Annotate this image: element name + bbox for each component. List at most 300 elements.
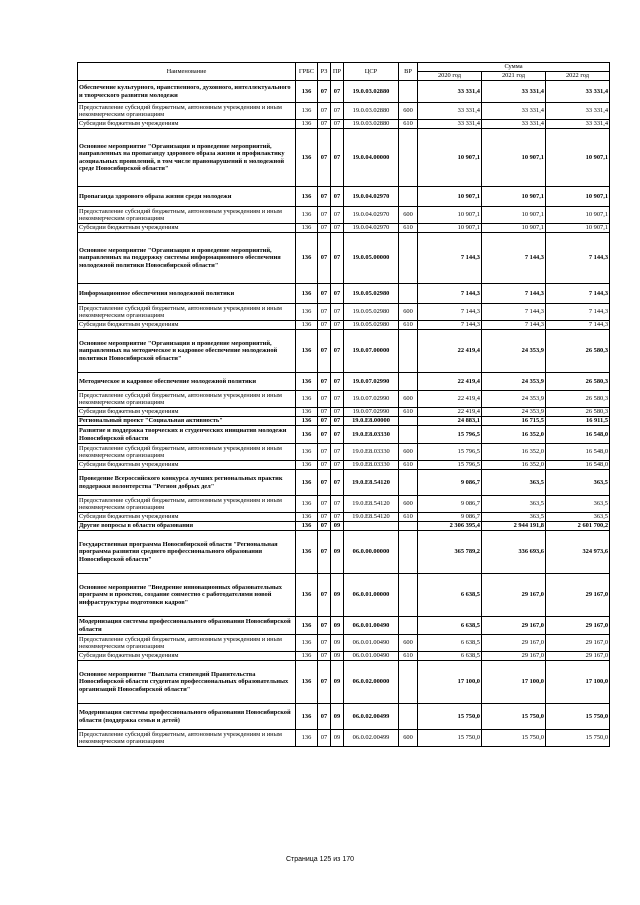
cell-pr: 07	[331, 207, 344, 224]
cell-pr: 07	[331, 224, 344, 233]
header-pr: ПР	[331, 63, 344, 81]
cell-name: Предоставление субсидий бюджетным, автономным учреждениям и иным некоммерческим организациям	[78, 635, 296, 652]
cell-rz: 07	[318, 470, 331, 496]
cell-grbs: 136	[296, 461, 318, 470]
cell-2022: 7 144,3	[546, 233, 610, 284]
cell-2021: 16 352,0	[482, 461, 546, 470]
cell-vr	[399, 426, 418, 444]
cell-vr: 610	[399, 321, 418, 330]
cell-2021: 336 693,6	[482, 531, 546, 574]
cell-grbs: 136	[296, 513, 318, 522]
cell-2021: 363,5	[482, 496, 546, 513]
cell-grbs: 136	[296, 617, 318, 635]
cell-2022: 16 548,0	[546, 426, 610, 444]
cell-rz: 07	[318, 617, 331, 635]
cell-vr	[399, 373, 418, 391]
cell-csr: 06.0.02.00499	[344, 730, 399, 747]
cell-rz: 07	[318, 304, 331, 321]
table-row	[78, 444, 610, 461]
cell-csr: 19.0.07.02990	[344, 373, 399, 391]
cell-rz: 07	[318, 635, 331, 652]
table-row	[78, 635, 610, 652]
cell-grbs: 136	[296, 224, 318, 233]
cell-pr: 09	[331, 574, 344, 617]
cell-rz: 07	[318, 408, 331, 417]
cell-vr	[399, 531, 418, 574]
cell-2020: 7 144,3	[418, 321, 482, 330]
header-name: Наименование	[78, 63, 296, 81]
cell-2021: 15 750,0	[482, 730, 546, 747]
cell-grbs: 136	[296, 704, 318, 730]
table-row	[78, 207, 610, 224]
cell-csr: 19.0.E8.03330	[344, 461, 399, 470]
cell-name: Субсидии бюджетным учреждениям	[78, 408, 296, 417]
cell-rz: 07	[318, 224, 331, 233]
table-row	[78, 330, 610, 373]
cell-2022: 15 750,0	[546, 730, 610, 747]
cell-2021: 15 750,0	[482, 704, 546, 730]
cell-2021: 33 331,4	[482, 103, 546, 120]
cell-2021: 24 353,9	[482, 330, 546, 373]
cell-rz: 07	[318, 531, 331, 574]
cell-pr: 07	[331, 103, 344, 120]
cell-2021: 29 167,0	[482, 635, 546, 652]
cell-name: Основное мероприятие "Внедрение инновационных образовательных программ и проектов, создание совместно с работодателями новой инфраструктуры подготовки кадров"	[78, 574, 296, 617]
table-row	[78, 408, 610, 417]
cell-grbs: 136	[296, 129, 318, 187]
cell-2020: 6 638,5	[418, 574, 482, 617]
cell-name: Предоставление субсидий бюджетным, автономным учреждениям и иным некоммерческим организациям	[78, 103, 296, 120]
cell-csr: 19.0.E8.03330	[344, 426, 399, 444]
cell-rz: 07	[318, 120, 331, 129]
cell-2021: 17 100,0	[482, 661, 546, 704]
cell-name: Другие вопросы в области образования	[78, 522, 296, 531]
cell-rz: 07	[318, 513, 331, 522]
cell-rz: 07	[318, 321, 331, 330]
cell-2022: 363,5	[546, 513, 610, 522]
cell-rz: 07	[318, 444, 331, 461]
cell-grbs: 136	[296, 426, 318, 444]
cell-grbs: 136	[296, 321, 318, 330]
cell-grbs: 136	[296, 574, 318, 617]
cell-vr: 600	[399, 304, 418, 321]
cell-2021: 33 331,4	[482, 120, 546, 129]
cell-2021: 7 144,3	[482, 304, 546, 321]
cell-vr	[399, 284, 418, 304]
cell-rz: 07	[318, 461, 331, 470]
table-row	[78, 81, 610, 103]
cell-2022: 10 907,1	[546, 129, 610, 187]
cell-2020: 33 331,4	[418, 103, 482, 120]
cell-2022: 363,5	[546, 470, 610, 496]
cell-2022: 26 580,3	[546, 373, 610, 391]
cell-2021: 10 907,1	[482, 129, 546, 187]
cell-vr: 610	[399, 224, 418, 233]
header-grbs: ГРБС	[296, 63, 318, 81]
cell-vr: 600	[399, 730, 418, 747]
cell-2021: 7 144,3	[482, 284, 546, 304]
cell-name: Модернизация системы профессионального образования Новосибирской области	[78, 617, 296, 635]
cell-2020: 15 750,0	[418, 704, 482, 730]
header-2022: 2022 год	[546, 72, 610, 81]
cell-grbs: 136	[296, 531, 318, 574]
cell-pr: 07	[331, 496, 344, 513]
cell-2022: 33 331,4	[546, 81, 610, 103]
cell-vr: 610	[399, 461, 418, 470]
cell-rz: 07	[318, 426, 331, 444]
cell-grbs: 136	[296, 391, 318, 408]
cell-csr: 19.0.E8.03330	[344, 444, 399, 461]
cell-name: Предоставление субсидий бюджетным, автономным учреждениям и иным некоммерческим организациям	[78, 496, 296, 513]
cell-vr	[399, 574, 418, 617]
cell-csr: 19.0.04.02970	[344, 187, 399, 207]
cell-csr: 06.0.02.00000	[344, 661, 399, 704]
table-row	[78, 391, 610, 408]
cell-name: Региональный проект "Социальная активность"	[78, 417, 296, 426]
table-row	[78, 426, 610, 444]
cell-2020: 6 638,5	[418, 652, 482, 661]
cell-rz: 07	[318, 574, 331, 617]
cell-2020: 33 331,4	[418, 120, 482, 129]
cell-grbs: 136	[296, 120, 318, 129]
cell-2020: 2 306 395,4	[418, 522, 482, 531]
page-footer: Страница 125 из 170	[285, 856, 355, 863]
cell-name: Предоставление субсидий бюджетным, автономным учреждениям и иным некоммерческим организациям	[78, 304, 296, 321]
cell-rz: 07	[318, 417, 331, 426]
cell-csr: 19.0.03.02880	[344, 103, 399, 120]
table-row	[78, 120, 610, 129]
cell-2021: 363,5	[482, 470, 546, 496]
cell-2020: 9 086,7	[418, 470, 482, 496]
cell-vr: 600	[399, 103, 418, 120]
cell-vr	[399, 330, 418, 373]
cell-vr	[399, 233, 418, 284]
cell-2020: 17 100,0	[418, 661, 482, 704]
cell-pr: 09	[331, 661, 344, 704]
cell-2022: 33 331,4	[546, 120, 610, 129]
cell-vr	[399, 129, 418, 187]
cell-2020: 10 907,1	[418, 187, 482, 207]
cell-2022: 16 548,0	[546, 461, 610, 470]
cell-2021: 29 167,0	[482, 617, 546, 635]
header-vr: ВР	[399, 63, 418, 81]
cell-grbs: 136	[296, 187, 318, 207]
cell-2022: 7 144,3	[546, 321, 610, 330]
cell-rz: 07	[318, 81, 331, 103]
cell-pr: 09	[331, 531, 344, 574]
cell-2020: 33 331,4	[418, 81, 482, 103]
cell-2020: 22 419,4	[418, 373, 482, 391]
cell-pr: 07	[331, 187, 344, 207]
cell-csr: 19.0.E8.54120	[344, 470, 399, 496]
table-row	[78, 233, 610, 284]
cell-csr	[344, 522, 399, 531]
cell-vr	[399, 81, 418, 103]
cell-2021: 29 167,0	[482, 574, 546, 617]
cell-vr	[399, 187, 418, 207]
cell-2022: 2 601 700,2	[546, 522, 610, 531]
cell-name: Предоставление субсидий бюджетным, автономным учреждениям и иным некоммерческим организациям	[78, 391, 296, 408]
table-row	[78, 304, 610, 321]
cell-csr: 19.0.07.00000	[344, 330, 399, 373]
cell-csr: 19.0.04.00000	[344, 129, 399, 187]
cell-csr: 06.0.01.00490	[344, 635, 399, 652]
cell-csr: 19.0.03.02880	[344, 81, 399, 103]
cell-pr: 09	[331, 617, 344, 635]
cell-csr: 06.0.01.00490	[344, 652, 399, 661]
cell-grbs: 136	[296, 652, 318, 661]
cell-grbs: 136	[296, 496, 318, 513]
cell-pr: 07	[331, 391, 344, 408]
cell-name: Предоставление субсидий бюджетным, автономным учреждениям и иным некоммерческим организациям	[78, 207, 296, 224]
cell-2020: 10 907,1	[418, 129, 482, 187]
cell-name: Субсидии бюджетным учреждениям	[78, 224, 296, 233]
cell-pr: 07	[331, 120, 344, 129]
cell-name: Субсидии бюджетным учреждениям	[78, 461, 296, 470]
table-row	[78, 730, 610, 747]
table-row	[78, 373, 610, 391]
cell-pr: 07	[331, 426, 344, 444]
cell-name: Предоставление субсидий бюджетным, автономным учреждениям и иным некоммерческим организациям	[78, 444, 296, 461]
cell-2020: 15 796,5	[418, 461, 482, 470]
cell-2022: 26 580,3	[546, 391, 610, 408]
cell-2022: 16 548,0	[546, 444, 610, 461]
cell-pr: 09	[331, 704, 344, 730]
cell-2020: 22 419,4	[418, 330, 482, 373]
cell-grbs: 136	[296, 207, 318, 224]
cell-2020: 365 789,2	[418, 531, 482, 574]
cell-2022: 33 331,4	[546, 103, 610, 120]
table-row	[78, 187, 610, 207]
table-row	[78, 224, 610, 233]
cell-name: Государственная программа Новосибирской области "Региональная программа развития среднего профессионального образования Новосибирской области"	[78, 531, 296, 574]
cell-rz: 07	[318, 187, 331, 207]
cell-vr	[399, 617, 418, 635]
cell-rz: 07	[318, 730, 331, 747]
table-row	[78, 470, 610, 496]
cell-2022: 26 580,3	[546, 408, 610, 417]
table-row	[78, 461, 610, 470]
cell-csr: 19.0.07.02990	[344, 391, 399, 408]
cell-2021: 363,5	[482, 513, 546, 522]
cell-name: Развитие и поддержка творческих и студенческих инициатив молодежи Новосибирской области	[78, 426, 296, 444]
cell-vr: 610	[399, 408, 418, 417]
cell-csr: 19.0.05.02980	[344, 304, 399, 321]
cell-2022: 29 167,0	[546, 652, 610, 661]
cell-name: Предоставление субсидий бюджетным, автономным учреждениям и иным некоммерческим организациям	[78, 730, 296, 747]
table-row	[78, 617, 610, 635]
budget-table	[77, 62, 610, 747]
cell-grbs: 136	[296, 470, 318, 496]
cell-name: Модернизация системы профессионального образования Новосибирской области (поддержка семьи и детей)	[78, 704, 296, 730]
cell-pr: 07	[331, 330, 344, 373]
header-csr: ЦСР	[344, 63, 399, 81]
cell-name: Информационное обеспечения молодежной политики	[78, 284, 296, 304]
cell-2020: 6 638,5	[418, 635, 482, 652]
cell-2020: 7 144,3	[418, 284, 482, 304]
cell-grbs: 136	[296, 522, 318, 531]
table-row	[78, 321, 610, 330]
table-row	[78, 522, 610, 531]
cell-2020: 22 419,4	[418, 408, 482, 417]
cell-pr: 07	[331, 321, 344, 330]
cell-2022: 29 167,0	[546, 574, 610, 617]
cell-pr: 07	[331, 81, 344, 103]
cell-grbs: 136	[296, 444, 318, 461]
cell-2020: 7 144,3	[418, 304, 482, 321]
cell-csr: 06.0.00.00000	[344, 531, 399, 574]
cell-grbs: 136	[296, 373, 318, 391]
cell-pr: 07	[331, 373, 344, 391]
cell-2021: 10 907,1	[482, 187, 546, 207]
cell-vr	[399, 470, 418, 496]
cell-2022: 16 911,5	[546, 417, 610, 426]
cell-grbs: 136	[296, 730, 318, 747]
cell-name: Методическое и кадровое обеспечение молодежной политики	[78, 373, 296, 391]
cell-name: Основное мероприятие "Организация и проведение мероприятий, направленных на поддержку системы информационного обеспечения молодежной политики Новосибирской области"	[78, 233, 296, 284]
cell-2022: 29 167,0	[546, 635, 610, 652]
table-row	[78, 513, 610, 522]
cell-pr: 09	[331, 730, 344, 747]
cell-name: Основное мероприятие "Организация и проведение мероприятий, направленных на пропаганду здорового образа жизни и профилактику асоциальных проявлений, в том числе правонарушений в молодежной среде Новосибирской области"	[78, 129, 296, 187]
cell-csr: 06.0.02.00499	[344, 704, 399, 730]
cell-rz: 07	[318, 233, 331, 284]
cell-vr: 600	[399, 496, 418, 513]
cell-rz: 07	[318, 129, 331, 187]
cell-csr: 19.0.04.02970	[344, 207, 399, 224]
cell-vr	[399, 417, 418, 426]
cell-pr: 07	[331, 129, 344, 187]
cell-grbs: 136	[296, 330, 318, 373]
cell-rz: 07	[318, 373, 331, 391]
cell-pr: 07	[331, 513, 344, 522]
cell-grbs: 136	[296, 284, 318, 304]
cell-rz: 07	[318, 207, 331, 224]
cell-vr: 610	[399, 120, 418, 129]
cell-pr: 07	[331, 444, 344, 461]
cell-name: Субсидии бюджетным учреждениям	[78, 652, 296, 661]
cell-vr: 610	[399, 513, 418, 522]
cell-2021: 29 167,0	[482, 652, 546, 661]
cell-2022: 10 907,1	[546, 207, 610, 224]
cell-pr: 07	[331, 284, 344, 304]
cell-2020: 24 883,1	[418, 417, 482, 426]
cell-rz: 07	[318, 330, 331, 373]
cell-rz: 07	[318, 391, 331, 408]
cell-grbs: 136	[296, 103, 318, 120]
cell-2022: 29 167,0	[546, 617, 610, 635]
cell-2021: 16 352,0	[482, 426, 546, 444]
cell-name: Обеспечение культурного, нравственного, духовного, интеллектуального и творческого развития молодежи	[78, 81, 296, 103]
cell-csr: 19.0.E8.00000	[344, 417, 399, 426]
cell-name: Субсидии бюджетным учреждениям	[78, 120, 296, 129]
cell-csr: 19.0.E8.54120	[344, 496, 399, 513]
cell-rz: 07	[318, 704, 331, 730]
cell-2020: 7 144,3	[418, 233, 482, 284]
cell-2021: 33 331,4	[482, 81, 546, 103]
cell-2021: 24 353,9	[482, 391, 546, 408]
cell-2021: 2 944 191,8	[482, 522, 546, 531]
cell-2020: 15 796,5	[418, 426, 482, 444]
cell-2020: 9 086,7	[418, 496, 482, 513]
cell-grbs: 136	[296, 233, 318, 284]
table-row	[78, 652, 610, 661]
cell-2021: 10 907,1	[482, 224, 546, 233]
cell-pr: 07	[331, 417, 344, 426]
cell-2020: 9 086,7	[418, 513, 482, 522]
cell-2020: 10 907,1	[418, 224, 482, 233]
cell-rz: 07	[318, 522, 331, 531]
cell-2021: 10 907,1	[482, 207, 546, 224]
cell-name: Субсидии бюджетным учреждениям	[78, 321, 296, 330]
cell-2020: 15 796,5	[418, 444, 482, 461]
cell-pr: 07	[331, 233, 344, 284]
cell-vr: 600	[399, 444, 418, 461]
cell-2022: 15 750,0	[546, 704, 610, 730]
cell-2022: 17 100,0	[546, 661, 610, 704]
cell-2021: 7 144,3	[482, 321, 546, 330]
cell-grbs: 136	[296, 417, 318, 426]
cell-csr: 19.0.03.02880	[344, 120, 399, 129]
cell-vr: 600	[399, 207, 418, 224]
table-row	[78, 496, 610, 513]
cell-2021: 7 144,3	[482, 233, 546, 284]
cell-pr: 09	[331, 652, 344, 661]
cell-2022: 363,5	[546, 496, 610, 513]
cell-2021: 16 715,5	[482, 417, 546, 426]
cell-csr: 19.0.05.00000	[344, 233, 399, 284]
cell-csr: 19.0.04.02970	[344, 224, 399, 233]
cell-2020: 15 750,0	[418, 730, 482, 747]
cell-grbs: 136	[296, 661, 318, 704]
table-row	[78, 417, 610, 426]
cell-pr: 07	[331, 470, 344, 496]
cell-name: Проведение Всероссийского конкурса лучших региональных практик поддержки волонтерства "Регион добрых дел"	[78, 470, 296, 496]
cell-pr: 09	[331, 522, 344, 531]
cell-grbs: 136	[296, 635, 318, 652]
cell-2022: 7 144,3	[546, 304, 610, 321]
budget-table-body	[78, 81, 610, 747]
cell-rz: 07	[318, 652, 331, 661]
cell-vr	[399, 661, 418, 704]
cell-2020: 6 638,5	[418, 617, 482, 635]
cell-name: Основное мероприятие "Выплата стипендий Правительства Новосибирской области студентам профессиональных образовательных организаций Новосибирской области"	[78, 661, 296, 704]
cell-pr: 09	[331, 635, 344, 652]
table-row	[78, 129, 610, 187]
cell-pr: 07	[331, 304, 344, 321]
cell-2022: 10 907,1	[546, 224, 610, 233]
table-row	[78, 704, 610, 730]
cell-rz: 07	[318, 661, 331, 704]
cell-grbs: 136	[296, 304, 318, 321]
cell-2022: 7 144,3	[546, 284, 610, 304]
cell-pr: 07	[331, 461, 344, 470]
cell-vr	[399, 522, 418, 531]
header-2021: 2021 год	[482, 72, 546, 81]
cell-2020: 10 907,1	[418, 207, 482, 224]
cell-2021: 24 353,9	[482, 408, 546, 417]
cell-csr: 19.0.07.02990	[344, 408, 399, 417]
cell-csr: 19.0.05.02980	[344, 321, 399, 330]
cell-csr: 06.0.01.00000	[344, 574, 399, 617]
cell-2022: 26 580,3	[546, 330, 610, 373]
cell-2021: 16 352,0	[482, 444, 546, 461]
table-row	[78, 661, 610, 704]
cell-name: Основное мероприятие "Организация и проведение мероприятий, направленных на методическое и кадровое обеспечение молодежной политики Новосибирской области"	[78, 330, 296, 373]
cell-rz: 07	[318, 496, 331, 513]
table-row	[78, 284, 610, 304]
cell-vr: 600	[399, 635, 418, 652]
